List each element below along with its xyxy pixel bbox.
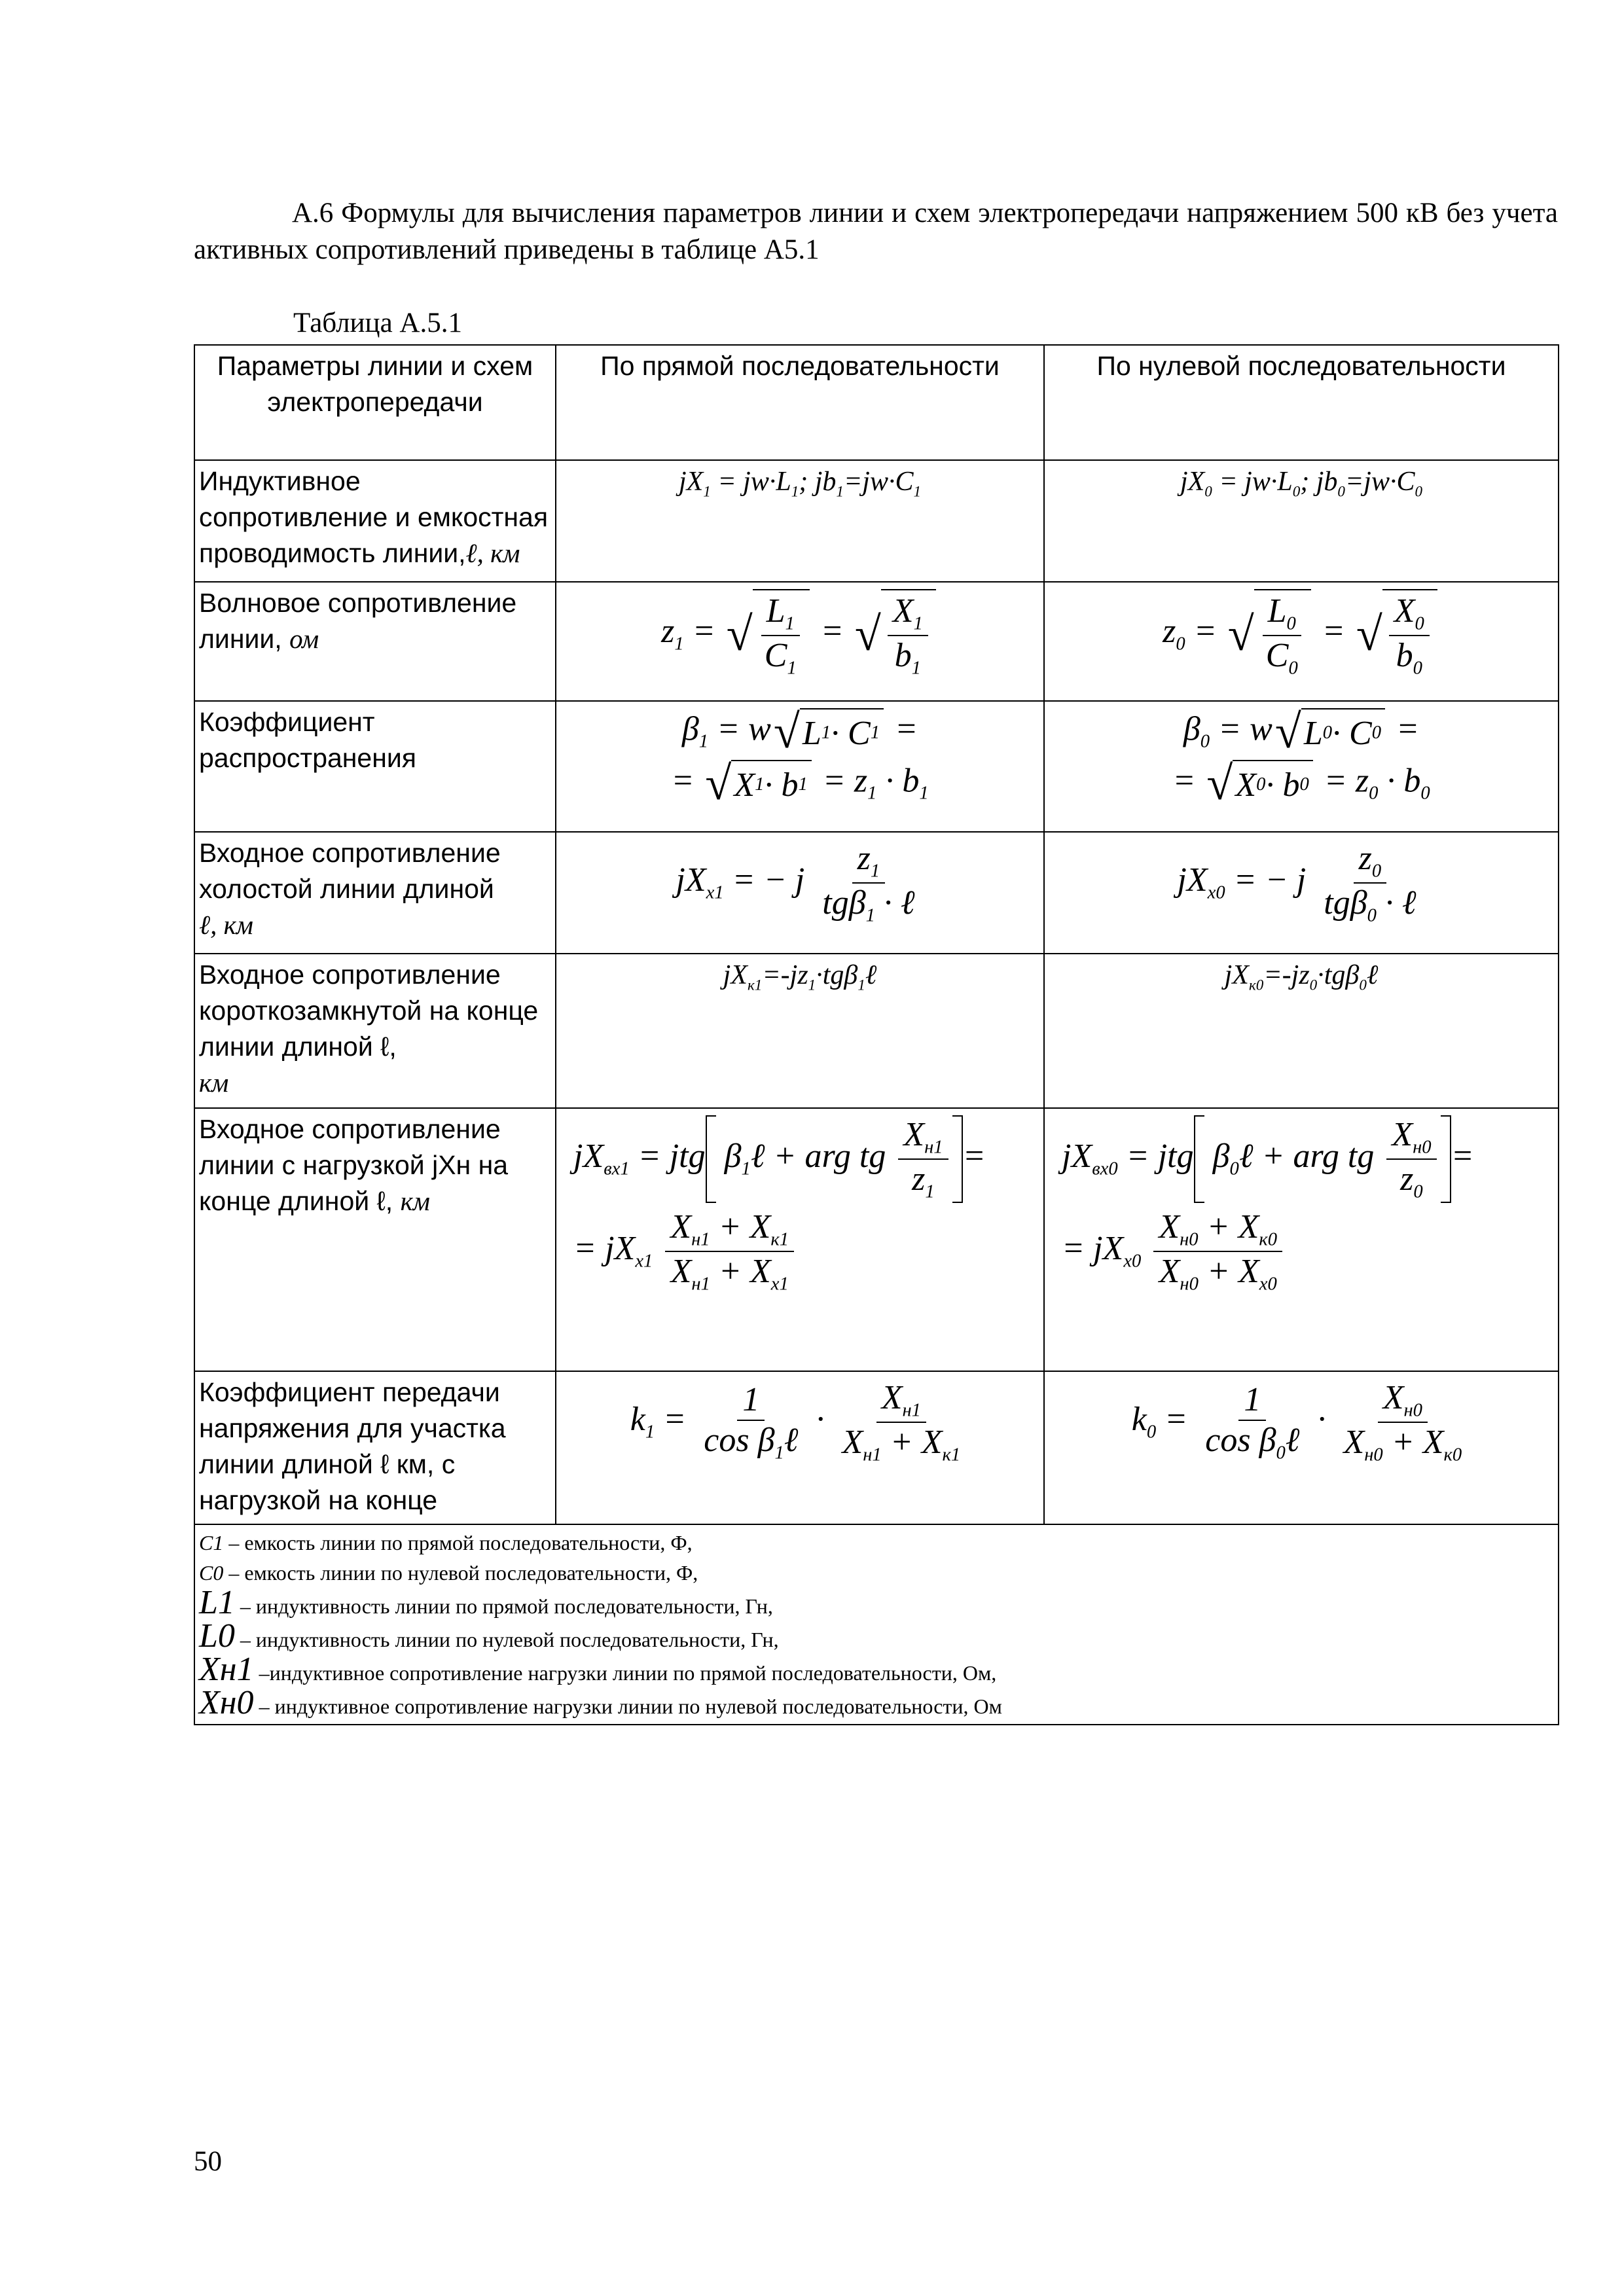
formula-positive: $jX_{вх1}$ = jtg $\beta_1\ell$ + arg tg $\frac{X_{н1}}{z_1}$ = = $jX_{х1}$ $\frac{X_{н1} + X_{к1}}{X_{н1} + X_{х1}}$ <box>556 1108 1044 1371</box>
formula-zero: $jX_{к0}=-jz_0\cdot tg\beta_0\ell$ <box>1044 954 1559 1108</box>
formula-positive: $jX_{х1}$ = − j $\frac{z_1}{tg\beta_1 \cdot \ell}$ <box>556 832 1044 954</box>
param-cell: Волновое сопротивление линии, ом <box>194 582 556 701</box>
header-positive: По прямой последовательности <box>556 345 1044 460</box>
formula-zero: $z_0$ = √ $\frac{L_0}{C_0}$ = √ $\frac{X_0}{b_0}$ <box>1044 582 1559 701</box>
formula-positive: $jX_1 = jw\cdot L_1$; $jb_1=jw\cdot C_1$ <box>556 460 1044 582</box>
table-row <box>194 582 1559 701</box>
formula-positive: $z_1$ = √ $\frac{L_1}{C_1}$ = √ $\frac{X_1}{b_1}$ <box>556 582 1044 701</box>
param-cell: Коэффициент распространения <box>194 701 556 832</box>
formula-positive: $\beta_1 = w$ √ L 1 · C 1 = = √ X 1 · b 1 = $z_1 \cdot b_1$ <box>556 701 1044 832</box>
header-zero: По нулевой последовательности <box>1044 345 1559 460</box>
notes-row <box>194 1524 1559 1725</box>
note-item: C1 – емкость линии по прямой последовательности, Ф, <box>199 1531 693 1554</box>
table-row <box>194 954 1559 1108</box>
table-row <box>194 460 1559 582</box>
page-number: 50 <box>194 2146 222 2177</box>
formula-zero: $jX_{х0}$ = − j $\frac{z_0}{tg\beta_0 \cdot \ell}$ <box>1044 832 1559 954</box>
table-row <box>194 701 1559 832</box>
formula-zero: $\beta_0 = w$ √ L 0 · C 0 = = √ X 0 · b 0 = $z_0 \cdot b_0$ <box>1044 701 1559 832</box>
note-item: C0 – емкость линии по нулевой последовательности, Ф, <box>199 1561 698 1585</box>
param-cell: Входное сопротивление линии с нагрузкой jXн на конце длиной ℓ, км <box>194 1108 556 1371</box>
param-cell: Входное сопротивление холостой линии длиной ℓ, км <box>194 832 556 954</box>
header-params: Параметры линии и схем электропередачи <box>194 345 556 460</box>
formulas-table <box>194 344 1559 1725</box>
table-caption: Таблица А.5.1 <box>293 308 462 338</box>
table-header-row <box>194 345 1559 460</box>
formula-positive: $k_1$ = $\frac{1}{\cos \beta_1\ell}$ · $\frac{X_{н1}}{X_{н1} + X_{к1}}$ <box>556 1371 1044 1524</box>
table-row <box>194 832 1559 954</box>
note-item: Xн1 –индуктивное сопротивление нагрузки линии по прямой последовательности, Ом, <box>199 1651 997 1688</box>
note-item: L0 – индуктивность линии по нулевой последовательности, Гн, <box>199 1617 779 1655</box>
param-cell: Коэффициент передачи напряжения для участка линии длиной ℓ км, с нагрузкой на конце <box>194 1371 556 1524</box>
note-item: L1 – индуктивность линии по прямой последовательности, Гн, <box>199 1584 773 1621</box>
intro-paragraph: А.6 Формулы для вычисления параметров линии и схем электропередачи напряжением 500 кВ без учета активных сопротивлений приведены в таблице А5.1 <box>194 198 1558 265</box>
table-row <box>194 1371 1559 1524</box>
formula-positive: $jX_{к1}=-jz_1\cdot tg\beta_1\ell$ <box>556 954 1044 1108</box>
formula-zero: $jX_0 = jw\cdot L_0$; $jb_0=jw\cdot C_0$ <box>1044 460 1559 582</box>
legend-notes <box>194 1524 1559 1725</box>
note-item: Xн0 – индуктивное сопротивление нагрузки линии по нулевой последовательности, Ом <box>199 1684 1002 1721</box>
formula-zero: $jX_{вх0}$ = jtg $\beta_0\ell$ + arg tg $\frac{X_{н0}}{z_0}$ = = $jX_{х0}$ $\frac{X_{н0} + X_{к0}}{X_{н0} + X_{х0}}$ <box>1044 1108 1559 1371</box>
formula-zero: $k_0$ = $\frac{1}{\cos \beta_0\ell}$ · $\frac{X_{н0}}{X_{н0} + X_{к0}}$ <box>1044 1371 1559 1524</box>
param-cell: Входное сопротивление короткозамкнутой на конце линии длиной ℓ, км <box>194 954 556 1108</box>
table-row <box>194 1108 1559 1371</box>
param-cell: Индуктивное сопротивление и емкостная проводимость линии,ℓ, км <box>194 460 556 582</box>
